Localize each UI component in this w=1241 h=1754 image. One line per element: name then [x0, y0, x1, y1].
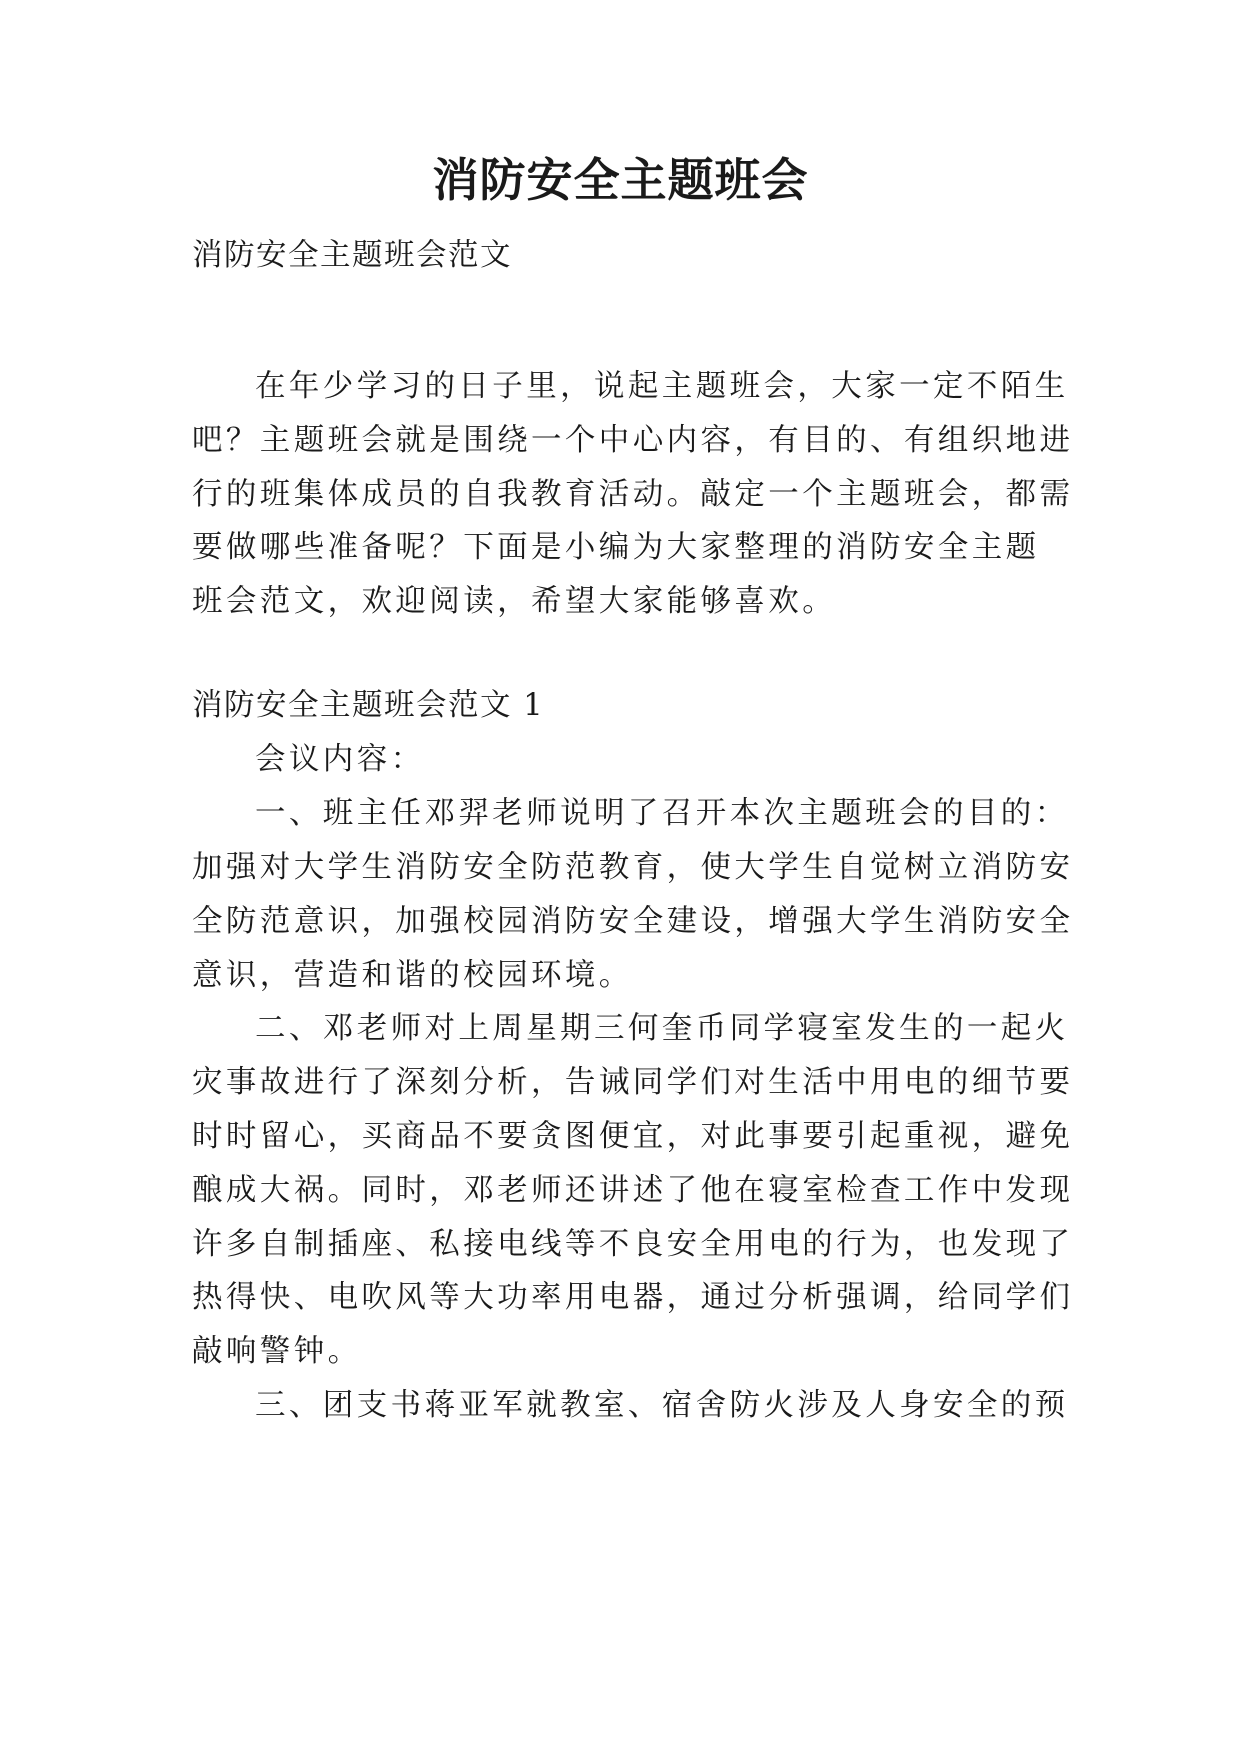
item1-line-3: 全防范意识，加强校园消防安全建设，增强大学生消防安全 — [192, 904, 1074, 939]
item2-line-5: 许多自制插座、私接电线等不良安全用电的行为，也发现了 — [192, 1227, 1074, 1262]
item2-line-3: 时时留心，买商品不要贪图便宜，对此事要引起重视，避免 — [192, 1119, 1074, 1154]
section-heading: 消防安全主题班会范文 1 — [192, 688, 545, 723]
document-title: 消防安全主题班会 — [432, 153, 809, 207]
item2-line-1: 二、邓老师对上周星期三何奎币同学寝室发生的一起火 — [255, 1011, 1069, 1046]
item3-line-1: 三、团支书蒋亚军就教室、宿舍防火涉及人身安全的预 — [255, 1388, 1069, 1423]
intro-line-4: 要做哪些准备呢？下面是小编为大家整理的消防安全主题 — [192, 530, 1040, 565]
intro-line-1: 在年少学习的日子里，说起主题班会，大家一定不陌生 — [255, 369, 1069, 404]
item1-line-1: 一、班主任邓羿老师说明了召开本次主题班会的目的： — [255, 796, 1069, 831]
intro-line-5: 班会范文，欢迎阅读，希望大家能够喜欢。 — [192, 584, 837, 619]
item2-line-6: 热得快、电吹风等大功率用电器，通过分析强调，给同学们 — [192, 1280, 1074, 1315]
meeting-label: 会议内容： — [255, 742, 425, 777]
item2-line-7: 敲响警钟。 — [192, 1334, 362, 1369]
item1-line-2: 加强对大学生消防安全防范教育，使大学生自觉树立消防安 — [192, 850, 1074, 885]
intro-line-3: 行的班集体成员的自我教育活动。敲定一个主题班会，都需 — [192, 477, 1074, 512]
item2-line-4: 酿成大祸。同时，邓老师还讲述了他在寝室检查工作中发现 — [192, 1173, 1074, 1208]
document-subtitle: 消防安全主题班会范文 — [192, 238, 512, 273]
item1-line-4: 意识，营造和谐的校园环境。 — [192, 958, 633, 993]
item2-line-2: 灾事故进行了深刻分析，告诫同学们对生活中用电的细节要 — [192, 1065, 1074, 1100]
intro-line-2: 吧？主题班会就是围绕一个中心内容，有目的、有组织地进 — [192, 423, 1074, 458]
